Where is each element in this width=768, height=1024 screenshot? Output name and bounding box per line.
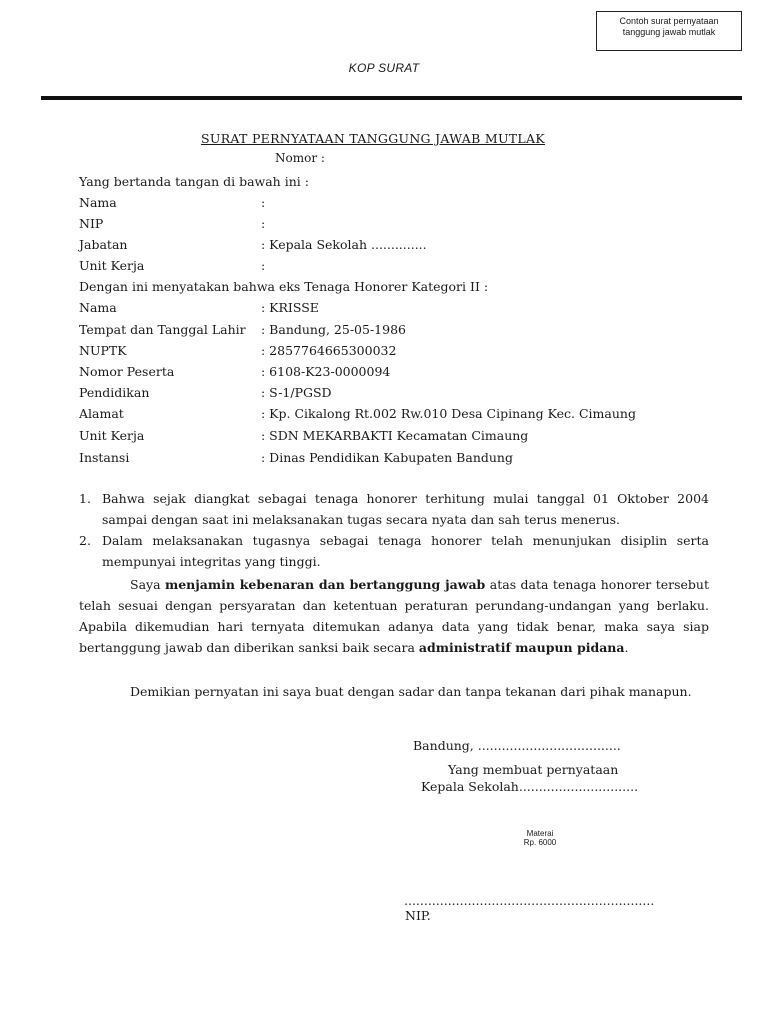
guarantee-text-bold-2: administratif maupun pidana	[418, 640, 625, 655]
letterhead-placeholder: KOP SURAT	[348, 61, 420, 75]
honorer-value-agency: : Dinas Pendidikan Kabupaten Bandung	[261, 450, 513, 465]
sample-note-box	[596, 11, 742, 51]
stamp-duty-line-1: Materai	[526, 829, 554, 838]
guarantee-text-c: atas data tenaga honorer tersebut telah sesuai dengan persyaratan dan ketentuan peraturan perundang-undangan yang berlaku. Apabila dikemudian hari ternyata ditemukan adanya data yang tidak benar, maka saya siap bertanggung jawab dan diberikan sanksi baik secara	[79, 577, 709, 655]
signer-caption: Yang membuat pernyataan	[448, 762, 619, 777]
point-text-2: Dalam melaksanakan tugasnya sebagai tenaga honorer telah menunjukan disiplin serta mempunyai integritas yang tinggi.	[102, 533, 709, 569]
signer-label-position: Jabatan	[79, 237, 128, 252]
signer-label-name: Nama	[79, 195, 117, 210]
honorer-label-participant-number: Nomor Peserta	[79, 364, 175, 379]
closing-text: Demikian pernyatan ini saya buat dengan sadar dan tanpa tekanan dari pihak manapun.	[130, 684, 692, 699]
honorer-value-birth: : Bandung, 25-05-1986	[261, 322, 406, 337]
point-number-1: 1.	[79, 491, 91, 506]
honorer-label-name: Nama	[79, 300, 117, 315]
closing-paragraph	[79, 681, 709, 702]
signature-line: ...............................................................	[404, 893, 655, 908]
signer-label-unit: Unit Kerja	[79, 258, 145, 273]
signer-role: Kepala Sekolah..............................	[421, 779, 639, 794]
honorer-label-unit: Unit Kerja	[79, 428, 145, 443]
declare-intro-text: Dengan ini menyatakan bahwa eks Tenaga Honorer Kategori II :	[79, 279, 489, 294]
honorer-label-education: Pendidikan	[79, 385, 150, 400]
honorer-value-name: : KRISSE	[261, 300, 319, 315]
honorer-value-unit: : SDN MEKARBAKTI Kecamatan Cimaung	[261, 428, 529, 443]
point-text-1: Bahwa sejak diangkat sebagai tenaga honorer terhitung mulai tanggal 01 Oktober 2004 sampai dengan saat ini melaksanakan tugas secara nyata dan sah terus menerus.	[102, 491, 709, 527]
honorer-label-birth: Tempat dan Tanggal Lahir	[79, 322, 246, 337]
stamp-duty-line-2: Rp. 6000	[523, 838, 557, 847]
guarantee-text-e: .	[624, 640, 629, 655]
document-title	[0, 131, 746, 146]
signer-value-position: : Kepala Sekolah ..............	[261, 237, 427, 252]
signer-value-nip: :	[261, 216, 266, 231]
honorer-value-education: : S-1/PGSD	[261, 385, 332, 400]
document-title-text: SURAT PERNYATAAN TANGGUNG JAWAB MUTLAK	[201, 131, 545, 146]
guarantee-text-a: Saya	[130, 577, 165, 592]
point-number-2: 2.	[79, 533, 91, 548]
intro-text: Yang bertanda tangan di bawah ini :	[79, 174, 309, 189]
signer-value-name: :	[261, 195, 266, 210]
honorer-label-address: Alamat	[79, 406, 124, 421]
sample-note-line-2: tanggung jawab mutlak	[622, 27, 716, 37]
signer-label-nip: NIP	[79, 216, 104, 231]
honorer-value-nuptk: : 2857764665300032	[261, 343, 397, 358]
guarantee-text-bold-1: menjamin kebenaran dan bertanggung jawab	[164, 577, 486, 592]
place-date: Bandung, ....................................	[413, 738, 621, 753]
honorer-value-address: : Kp. Cikalong Rt.002 Rw.010 Desa Cipinang Kec. Cimaung	[261, 406, 636, 421]
document-number: Nomor :	[275, 151, 325, 165]
honorer-value-participant-number: : 6108-K23-0000094	[261, 364, 391, 379]
guarantee-paragraph	[79, 574, 709, 658]
honorer-label-agency: Instansi	[79, 450, 130, 465]
stamp-duty-label	[505, 829, 575, 847]
honorer-label-nuptk: NUPTK	[79, 343, 127, 358]
letterhead-divider	[41, 96, 742, 100]
signature-nip: NIP.	[405, 908, 431, 923]
signer-value-unit: :	[261, 258, 266, 273]
sample-note-line-1: Contoh surat pernyataan	[619, 16, 719, 26]
